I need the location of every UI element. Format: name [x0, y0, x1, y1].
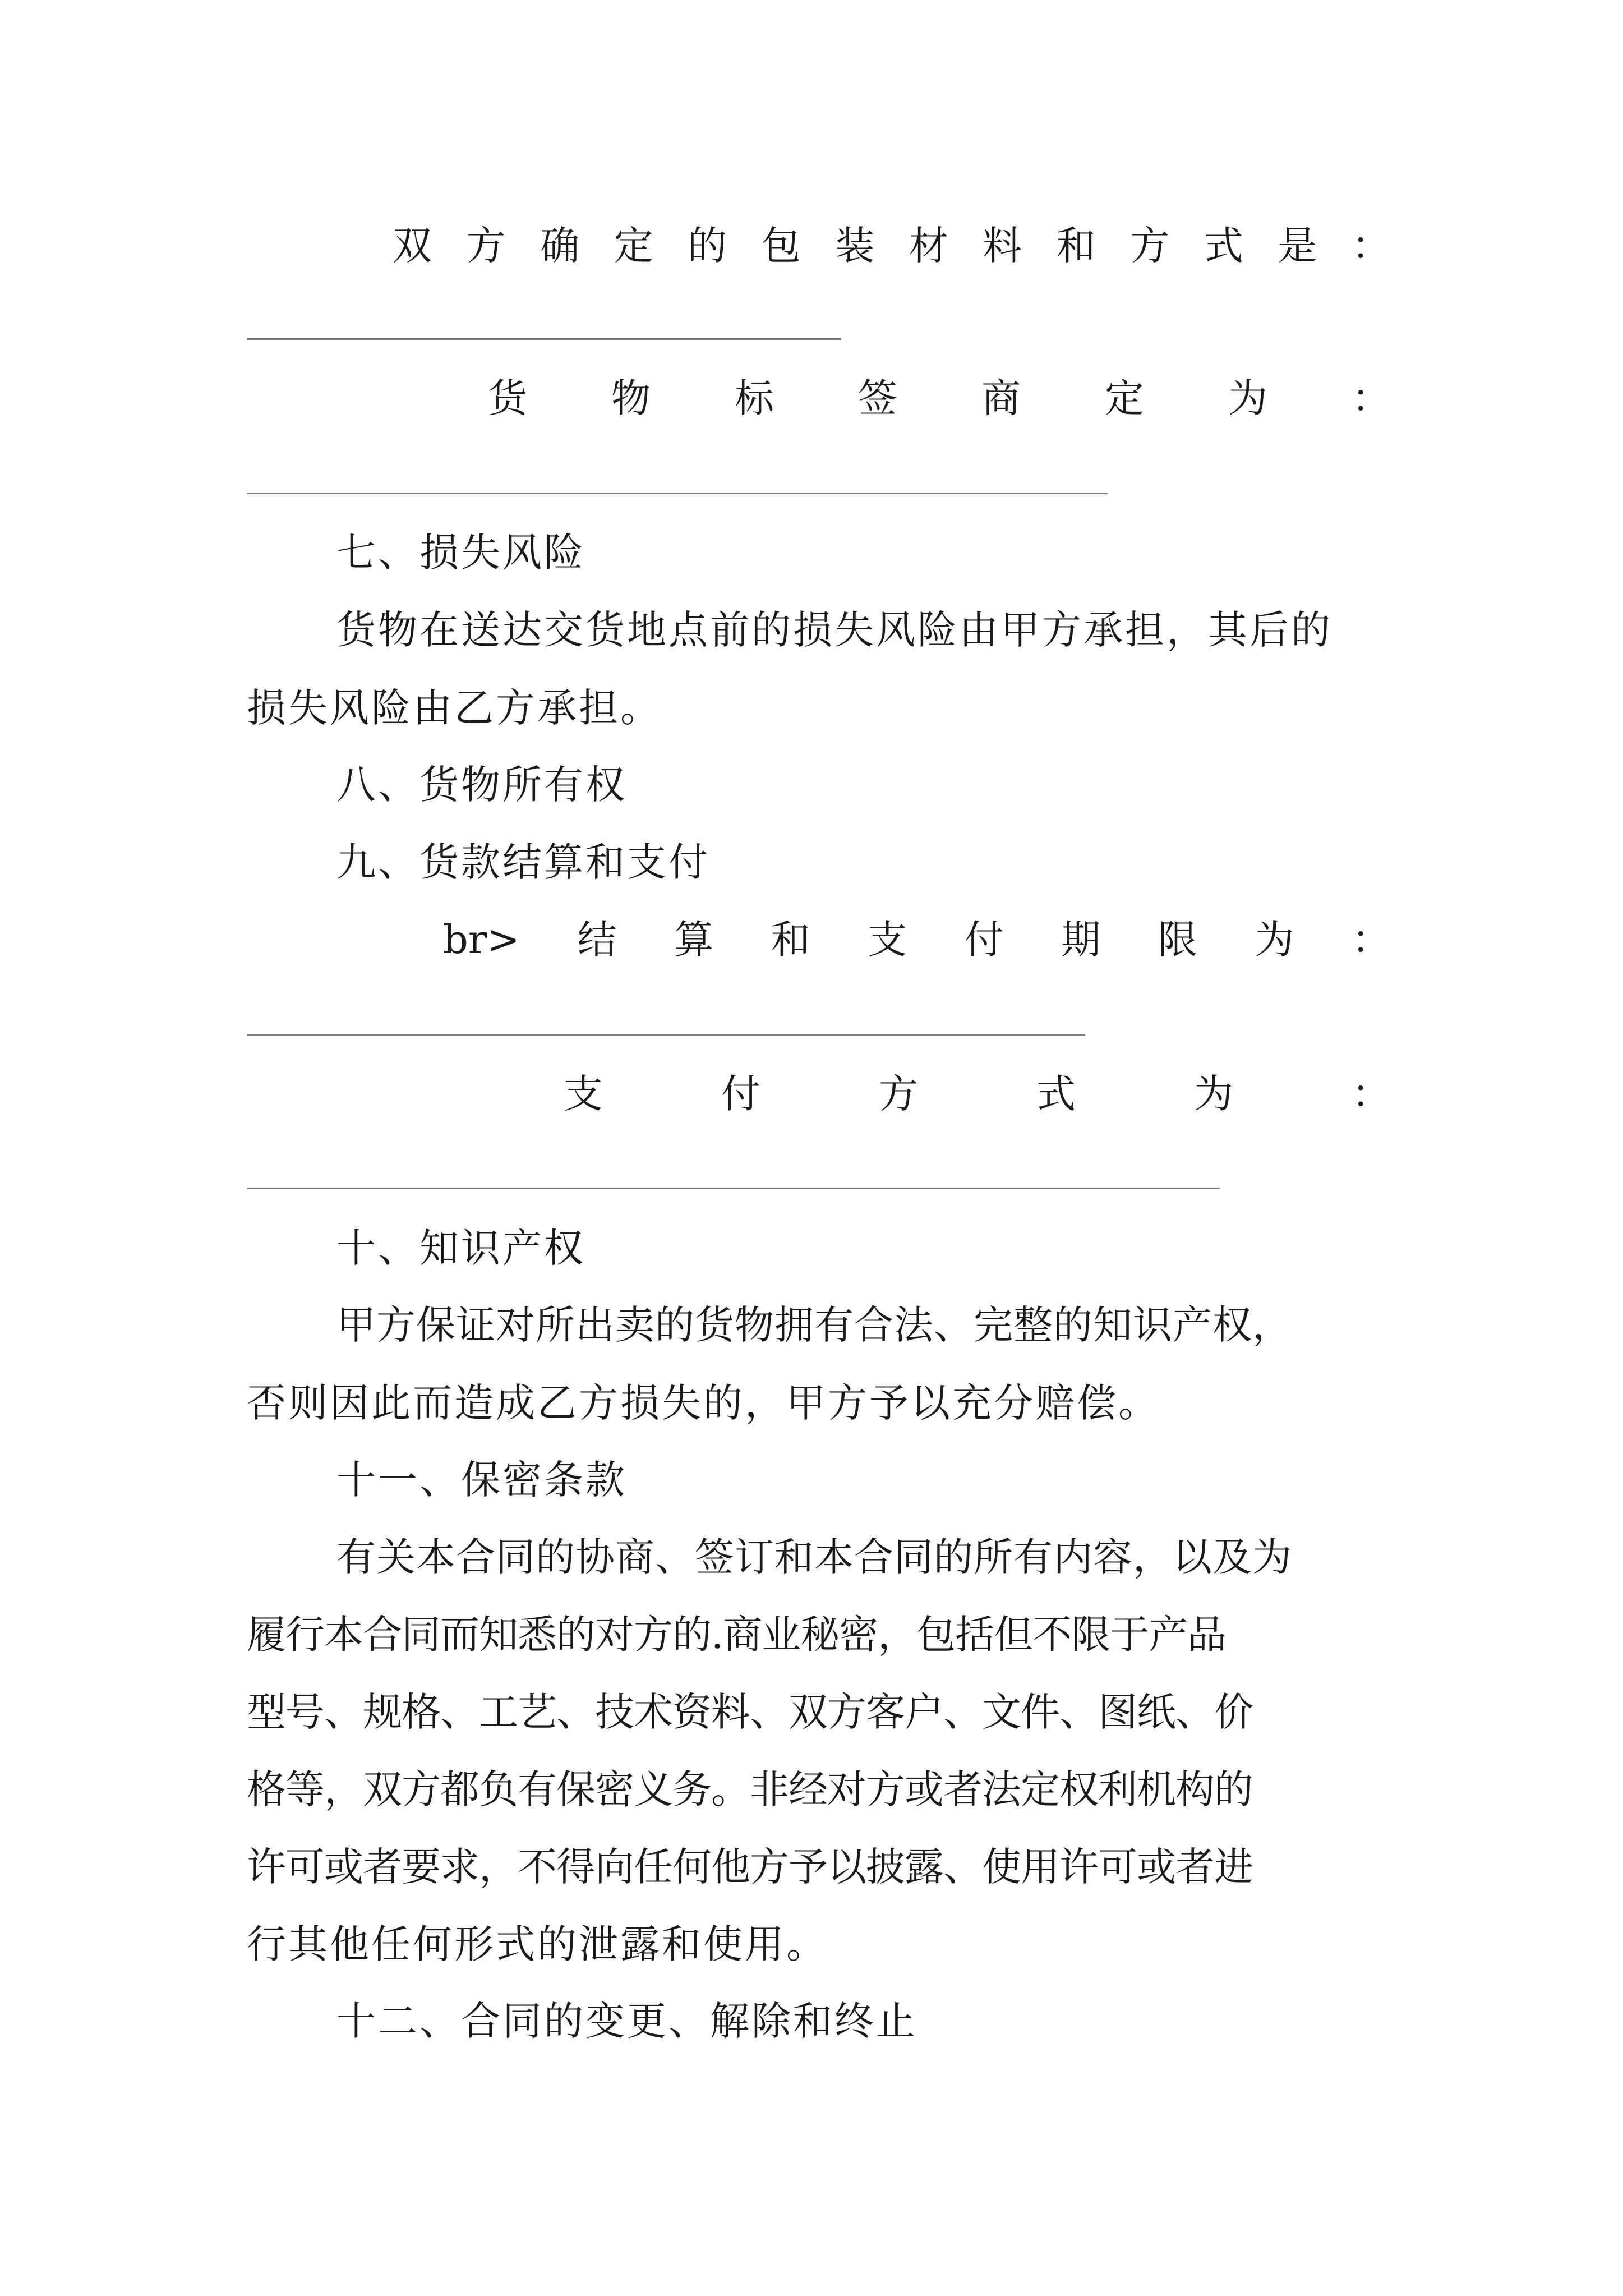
- label-char: 货: [488, 375, 527, 421]
- packaging-char: 双: [393, 223, 432, 269]
- paragraph-line: 许可或者要求，不得向任何他方予以披露、使用许可或者进: [247, 1844, 1253, 1890]
- payment-method-clause: [564, 1066, 1391, 1122]
- payment-term-char: 算: [674, 917, 714, 963]
- paragraph-line: 行其他任何形式的泄露和使用。: [247, 1921, 828, 1967]
- packaging-char: ：: [1351, 223, 1391, 269]
- label-char: ：: [1352, 375, 1391, 421]
- payment-method-char: 支: [564, 1071, 603, 1117]
- packaging-char: 是: [1278, 223, 1317, 269]
- section-heading: 十二、合同的变更、解除和终止: [336, 1998, 917, 2044]
- packaging-clause: [393, 218, 1391, 274]
- paragraph-line: 格等，双方都负有保密义务。非经对方或者法定权利机构的: [247, 1766, 1253, 1812]
- packaging-char: 的: [688, 223, 727, 269]
- packaging-char: 料: [983, 223, 1022, 269]
- payment-method-char: 式: [1036, 1071, 1076, 1117]
- payment-term-clause: [443, 912, 1391, 968]
- paragraph-line: 否则因此而造成乙方损失的，甲方予以充分赔偿。: [247, 1380, 1160, 1426]
- paragraph-line: 有关本合同的协商、签订和本合同的所有内容，以及为: [336, 1534, 1292, 1580]
- payment-term-char: 限: [1158, 917, 1197, 963]
- fill-in-blank-line: [247, 1034, 1085, 1036]
- packaging-char: 方: [1130, 223, 1170, 269]
- packaging-char: 装: [835, 223, 875, 269]
- payment-method-char: 方: [879, 1071, 918, 1117]
- payment-method-char: ：: [1352, 1071, 1391, 1117]
- label-clause: [488, 370, 1391, 426]
- packaging-char: 方: [466, 223, 506, 269]
- paragraph-line: 履行本合同而知悉的对方的.商业秘密，包括但不限于产品: [247, 1612, 1227, 1658]
- payment-term-char: 结: [577, 917, 617, 963]
- label-char: 为: [1228, 375, 1267, 421]
- packaging-char: 式: [1204, 223, 1243, 269]
- packaging-char: 确: [540, 223, 580, 269]
- label-char: 定: [1105, 375, 1144, 421]
- section-heading: 十一、保密条款: [336, 1457, 627, 1503]
- payment-term-char: ：: [1352, 917, 1391, 963]
- paragraph-line: 损失风险由乙方承担。: [247, 685, 662, 731]
- label-char: 签: [858, 375, 897, 421]
- packaging-char: 材: [909, 223, 948, 269]
- label-char: 物: [611, 375, 651, 421]
- label-char: 商: [981, 375, 1021, 421]
- fill-in-blank-line: [247, 493, 1108, 494]
- packaging-char: 定: [614, 223, 653, 269]
- payment-method-char: 为: [1194, 1071, 1233, 1117]
- packaging-char: 和: [1056, 223, 1096, 269]
- payment-term-char: br>: [443, 917, 520, 963]
- payment-term-char: 为: [1255, 917, 1294, 963]
- section-heading: 十、知识产权: [336, 1225, 585, 1271]
- paragraph-line: 货物在送达交货地点前的损失风险由甲方承担，其后的: [336, 607, 1332, 653]
- payment-term-char: 期: [1061, 917, 1101, 963]
- fill-in-blank-line: [247, 338, 841, 340]
- paragraph-line: 型号、规格、工艺、技术资料、双方客户、文件、图纸、价: [247, 1689, 1253, 1735]
- label-char: 标: [735, 375, 774, 421]
- payment-method-char: 付: [721, 1071, 760, 1117]
- payment-term-char: 和: [771, 917, 810, 963]
- packaging-char: 包: [761, 223, 801, 269]
- payment-term-char: 支: [868, 917, 907, 963]
- payment-term-char: 付: [964, 917, 1004, 963]
- section-heading: 七、损失风险: [336, 530, 585, 576]
- paragraph-line: 甲方保证对所出卖的货物拥有合法、完整的知识产权，: [336, 1302, 1292, 1348]
- fill-in-blank-line: [247, 1188, 1220, 1189]
- section-heading: 八、货物所有权: [336, 762, 627, 808]
- section-heading: 九、货款结算和支付: [336, 839, 710, 885]
